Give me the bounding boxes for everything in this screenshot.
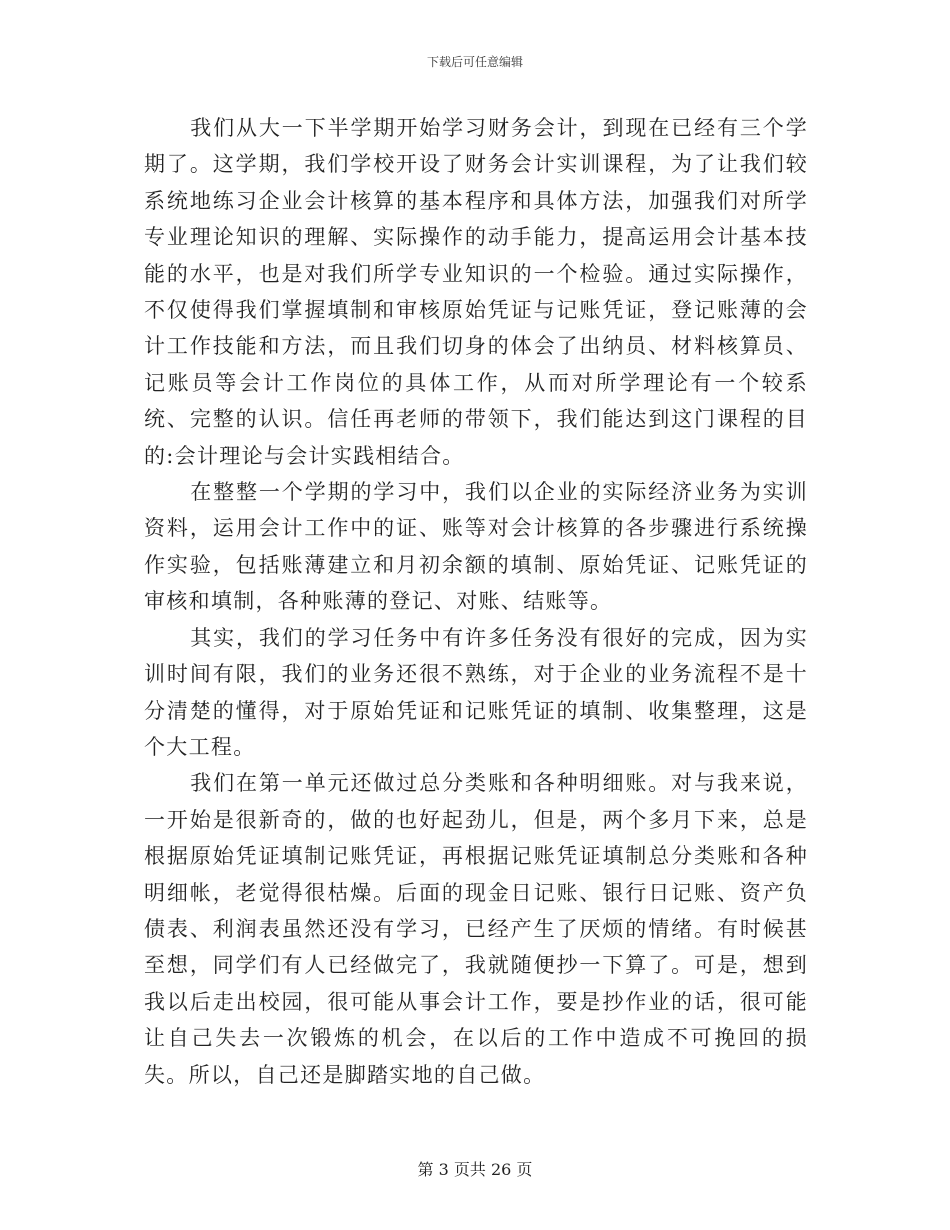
- paragraph: 我们从大一下半学期开始学习财务会计，到现在已经有三个学期了。这学期，我们学校开设了财务会计实训课程，为了让我们较系统地练习企业会计核算的基本程序和具体方法，加强我们对所学专业理论知识的理解、实际操作的动手能力，提高运用会计基本技能的水平，也是对我们所学专业知识的一个检验。通过实际操作，不仅使得我们掌握填制和审核原始凭证与记账凭证，登记账薄的会计工作技能和方法，而且我们切身的体会了出纳员、材料核算员、记账员等会计工作岗位的具体工作，从而对所学理论有一个较系统、完整的认识。信任再老师的带领下，我们能达到这门课程的目的:会计理论与会计实践相结合。: [144, 116, 808, 468]
- page-header: 下载后可任意编辑: [426, 55, 523, 69]
- paragraph: 其实，我们的学习任务中有许多任务没有很好的完成，因为实训时间有限，我们的业务还很不熟练，对于企业的业务流程不是十分清楚的懂得，对于原始凭证和记账凭证的填制、收集整理，这是个大工程。: [144, 625, 808, 759]
- paragraph: 我们在第一单元还做过总分类账和各种明细账。对与我来说，一开始是很新奇的，做的也好起劲儿，但是，两个多月下来，总是根据原始凭证填制记账凭证，再根据记账凭证填制总分类账和各种明细帐，老觉得很枯燥。后面的现金日记账、银行日记账、资产负债表、利润表虽然还没有学习，已经产生了厌烦的情绪。有时候甚至想，同学们有人已经做完了，我就随便抄一下算了。可是，想到我以后走出校园，很可能从事会计工作，要是抄作业的话，很可能让自己失去一次锻炼的机会，在以后的工作中造成不可挽回的损失。所以，自己还是脚踏实地的自己做。: [144, 771, 808, 1087]
- page-footer: 第 3 页共 26 页: [417, 1160, 533, 1179]
- paragraph: 在整整一个学期的学习中，我们以企业的实际经济业务为实训资料，运用会计工作中的证、账等对会计核算的各步骤进行系统操作实验，包括账薄建立和月初余额的填制、原始凭证、记账凭证的审核和填制，各种账薄的登记、对账、结账等。: [144, 480, 808, 614]
- document-body: [144, 110, 808, 1093]
